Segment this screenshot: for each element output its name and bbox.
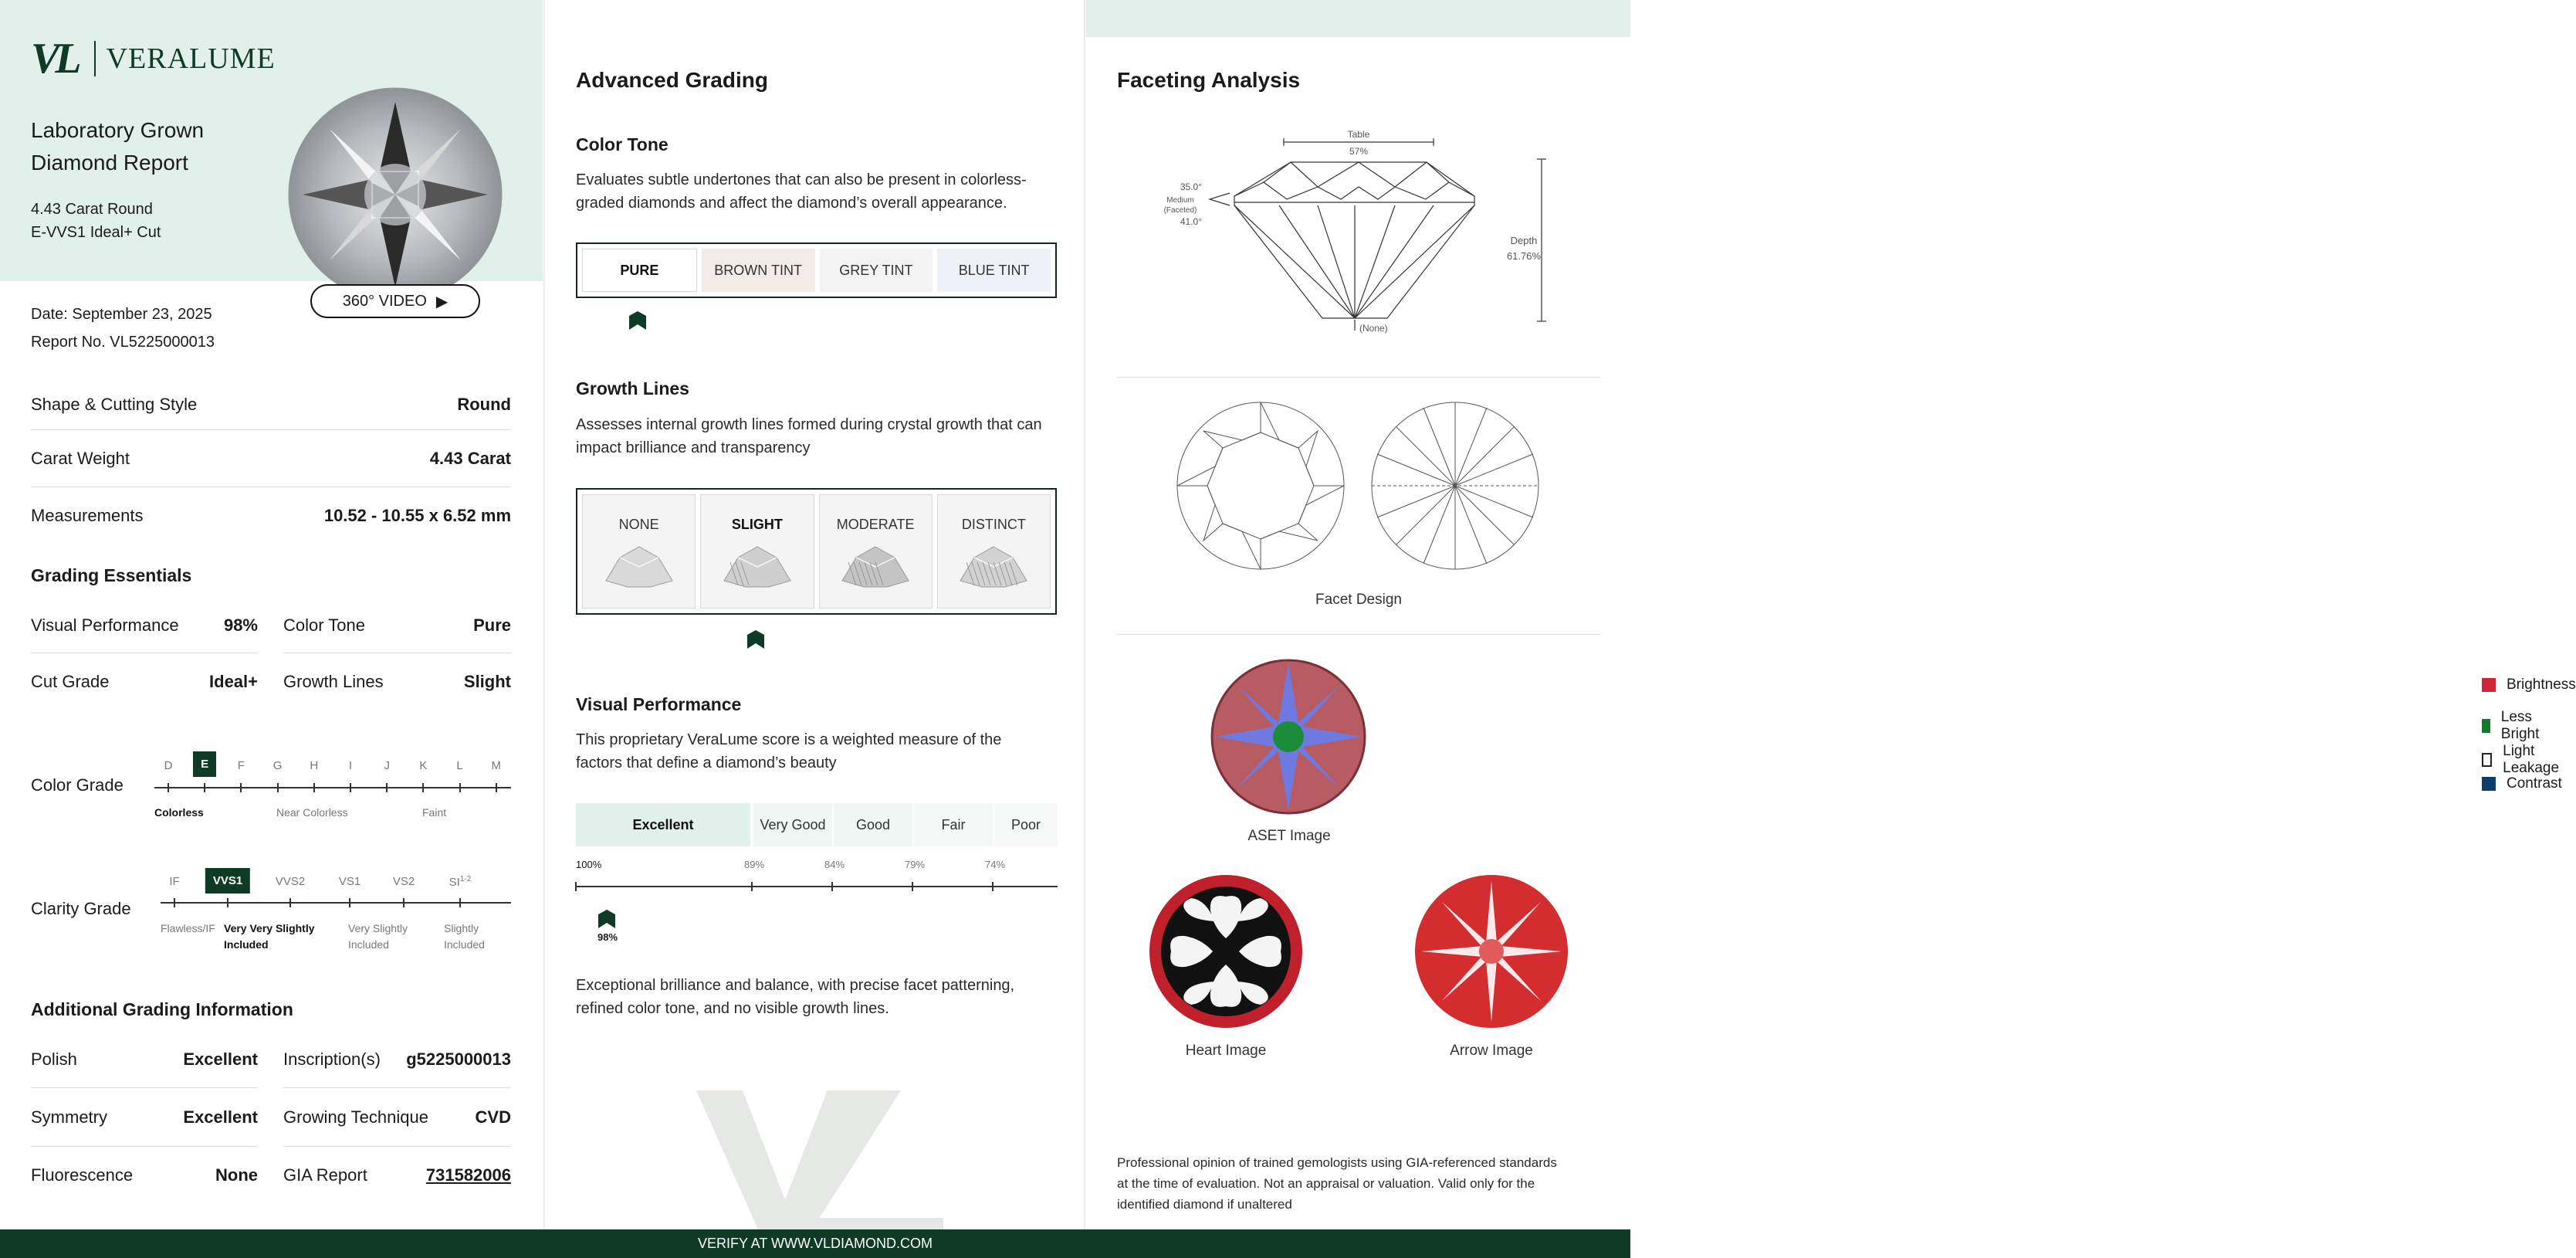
faceting-header-band xyxy=(1086,0,1630,37)
watermark-logo-icon xyxy=(696,1090,943,1229)
disclaimer: Professional opinion of trained gemologists using GIA-referenced standards at the time of evaluation. Not an appraisal or valuation. Valid only for the identified diamond if unaltered xyxy=(1117,1155,1557,1212)
clarity-group-vs: Very Slightly Included xyxy=(348,922,408,951)
arrow-image xyxy=(1413,873,1569,1029)
verify-link[interactable]: VERIFY AT WWW.VLDIAMOND.COM xyxy=(697,1236,933,1251)
report-title: Laboratory Grown Diamond Report xyxy=(31,118,205,175)
contrast-swatch xyxy=(2482,777,2496,791)
crown-angle: 35.0° xyxy=(1180,181,1202,192)
growth-lines-option-none xyxy=(582,494,696,609)
brightness-swatch xyxy=(2482,678,2496,692)
color-grade-f: F xyxy=(237,759,245,772)
light-leakage-swatch xyxy=(2482,753,2492,767)
growth-lines-desc: Assesses internal growth lines formed during crystal growth that can impact brilliance and transparency xyxy=(576,416,1042,456)
vp-band-poor: Poor xyxy=(994,803,1058,846)
vp-band-excellent: Excellent xyxy=(576,803,750,846)
rough-diamond-icon xyxy=(841,544,910,588)
report-subtitle: 4.43 Carat Round E-VVS1 Ideal+ Cut xyxy=(31,201,161,241)
spec-row-shape: Shape & Cutting Style Round xyxy=(31,380,511,430)
color-grade-tick xyxy=(386,783,388,792)
advanced-grading-column xyxy=(543,0,1085,1229)
rough-diamond-icon xyxy=(604,544,674,588)
diamond-profile-diagram xyxy=(1163,128,1565,337)
facet-design-pavilion-icon xyxy=(1369,400,1541,571)
vp-tick xyxy=(575,882,577,891)
vp-threshold: 100% xyxy=(576,859,602,870)
report-number: Report No. VL5225000013 xyxy=(31,334,215,351)
clarity-grade-vvs1: VVS1 xyxy=(205,868,250,893)
essential-growth-lines: Growth Lines Slight xyxy=(283,672,511,691)
color-grade-tick xyxy=(204,783,205,792)
additional-inscription: Inscription(s) g5225000013 xyxy=(283,1032,511,1088)
growth-lines-option-moderate xyxy=(819,494,933,609)
verify-footer xyxy=(0,1229,1630,1258)
clarity-grade-vvs2: VVS2 xyxy=(275,875,306,888)
visual-performance-pointer-icon xyxy=(598,910,615,928)
aset-caption: ASET Image xyxy=(1247,828,1331,844)
essential-color-tone: Color Tone Pure xyxy=(283,598,511,653)
clarity-grade-si: SI$^{1-2}$ xyxy=(449,875,472,889)
brand-logo xyxy=(31,34,276,83)
additional-info-title: Additional Grading Information xyxy=(31,999,293,1019)
color-tone-option-pure: PURE xyxy=(582,249,697,292)
color-grade-tick xyxy=(422,783,424,792)
heart-image xyxy=(1148,873,1304,1029)
color-grade-tick xyxy=(277,783,279,792)
additional-growing-technique: Growing Technique CVD xyxy=(283,1088,511,1147)
color-grade-m: M xyxy=(491,759,502,772)
vp-threshold: 84% xyxy=(824,859,845,870)
vp-band-very-good: Very Good xyxy=(753,803,832,846)
legend-brightness: Brightness xyxy=(2482,676,2576,693)
culet-label: (None) xyxy=(1359,323,1388,334)
clarity-grade-tick xyxy=(349,898,350,907)
girdle-label: Medium xyxy=(1166,196,1194,205)
color-tone-title: Color Tone xyxy=(576,134,669,154)
growth-lines-option-slight xyxy=(700,494,814,609)
less-bright-swatch xyxy=(2482,719,2490,733)
growth-lines-option-label: SLIGHT xyxy=(731,517,783,532)
table-label: Table xyxy=(1347,129,1370,140)
color-grade-tick xyxy=(168,783,169,792)
color-grade-l: L xyxy=(456,759,463,772)
color-grade-d: D xyxy=(164,759,173,772)
vp-band-fair: Fair xyxy=(914,803,993,846)
growth-lines-pointer-icon xyxy=(747,630,764,649)
essential-cut-grade: Cut Grade Ideal+ xyxy=(31,672,258,691)
video-360-button[interactable]: 360° VIDEO ▶ xyxy=(310,284,480,318)
rough-diamond-icon xyxy=(959,544,1028,588)
aset-image xyxy=(1210,659,1366,815)
vp-tick xyxy=(912,882,913,891)
logo-mark: VL xyxy=(31,35,77,83)
vp-threshold: 89% xyxy=(744,859,765,870)
depth-label: Depth xyxy=(1510,235,1538,246)
color-grade-axis xyxy=(154,787,511,788)
color-grade-j: J xyxy=(384,759,390,772)
advanced-grading-title: Advanced Grading xyxy=(576,68,768,92)
vp-tick xyxy=(831,882,833,891)
color-tone-scale xyxy=(576,242,1057,298)
color-tone-desc: Evaluates subtle undertones that can also be present in colorless- graded diamonds and affect the diamond’s overall appearance. xyxy=(576,171,1027,212)
color-grade-tick xyxy=(313,783,315,792)
clarity-grade-tick xyxy=(174,898,175,907)
girdle-faceted: (Faceted) xyxy=(1163,206,1197,215)
diamond-photo xyxy=(287,86,503,303)
additional-fluorescence: Fluorescence None xyxy=(31,1165,258,1185)
color-grade-label: Color Grade xyxy=(31,775,124,795)
report-summary-column xyxy=(0,0,543,1229)
rough-diamond-icon xyxy=(723,544,792,588)
color-grade-tick xyxy=(459,783,461,792)
report-date: Date: September 23, 2025 xyxy=(31,306,212,323)
color-group-near-colorless: Near Colorless xyxy=(276,806,348,819)
legend-light-leakage: Light Leakage xyxy=(2482,743,2563,777)
clarity-grade-label: Clarity Grade xyxy=(31,899,131,918)
visual-performance-axis xyxy=(576,886,1058,887)
vp-band-good: Good xyxy=(834,803,912,846)
growth-lines-option-distinct xyxy=(937,494,1051,609)
vp-tick xyxy=(751,882,753,891)
additional-gia-report: GIA Report 731582006 xyxy=(283,1165,511,1185)
clarity-grade-vs1: VS1 xyxy=(338,875,361,888)
spec-row-measurements: Measurements 10.52 - 10.55 x 6.52 mm xyxy=(31,506,511,525)
color-tone-option-blue-tint: BLUE TINT xyxy=(937,249,1051,292)
spec-row-carat: Carat Weight 4.43 Carat xyxy=(31,430,511,487)
pavilion-angle: 41.0° xyxy=(1180,216,1202,227)
color-grade-e: E xyxy=(193,751,216,777)
clarity-group-vvs: Very Very Slightly Included xyxy=(224,922,315,951)
color-grade-g: G xyxy=(272,759,283,772)
divider xyxy=(1117,634,1600,635)
growth-lines-option-label: NONE xyxy=(618,517,659,532)
facet-design-crown-icon xyxy=(1175,400,1346,571)
color-grade-k: K xyxy=(419,759,428,772)
depth-value: 61.76% xyxy=(1506,250,1542,262)
vp-tick xyxy=(992,882,994,891)
clarity-group-flawless: Flawless/IF xyxy=(161,922,215,934)
faceting-analysis-column xyxy=(1086,0,2576,1229)
clarity-grade-tick xyxy=(459,898,461,907)
table-value: 57% xyxy=(1349,146,1369,157)
brand-name: VERALUME xyxy=(106,42,276,75)
color-grade-tick xyxy=(496,783,497,792)
legend-contrast: Contrast xyxy=(2482,775,2562,792)
arrow-caption: Arrow Image xyxy=(1450,1043,1533,1059)
color-tone-pointer-icon xyxy=(629,311,646,330)
legend-less-bright: Less Bright xyxy=(2482,709,2545,743)
color-group-faint: Faint xyxy=(422,806,447,819)
growth-lines-scale xyxy=(576,488,1057,615)
heart-caption: Heart Image xyxy=(1185,1043,1267,1059)
color-grade-i: I xyxy=(348,759,353,772)
clarity-grade-tick xyxy=(403,898,405,907)
color-group-colorless: Colorless xyxy=(154,806,204,819)
color-grade-tick xyxy=(240,783,242,792)
visual-performance-summary: Exceptional brilliance and balance, with precise facet patterning, refined color tone, and no visible growth lines. xyxy=(576,977,1015,1017)
color-tone-option-brown-tint: BROWN TINT xyxy=(702,249,815,292)
growth-lines-option-label: MODERATE xyxy=(836,517,915,532)
logo-divider xyxy=(94,41,96,76)
color-tone-option-grey-tint: GREY TINT xyxy=(820,249,933,292)
gia-report-link[interactable]: 731582006 xyxy=(425,1165,511,1185)
growth-lines-title: Growth Lines xyxy=(576,378,689,398)
faceting-analysis-title: Faceting Analysis xyxy=(1117,68,1301,92)
play-icon: ▶ xyxy=(435,293,449,310)
clarity-grade-if: IF xyxy=(169,875,180,888)
clarity-grade-axis xyxy=(161,902,511,904)
essential-visual-performance: Visual Performance 98% xyxy=(31,598,258,653)
growth-lines-option-label: DISTINCT xyxy=(961,517,1026,532)
color-grade-tick xyxy=(350,783,351,792)
vp-threshold: 79% xyxy=(905,859,926,870)
visual-performance-desc: This proprietary VeraLume score is a weighted measure of the factors that define a diamond’s beauty xyxy=(576,731,1002,771)
clarity-grade-tick xyxy=(227,898,228,907)
visual-performance-title: Visual Performance xyxy=(576,694,742,714)
clarity-grade-vs2: VS2 xyxy=(392,875,415,888)
clarity-group-si: Slightly Included xyxy=(444,922,485,951)
vp-threshold: 74% xyxy=(985,859,1006,870)
divider xyxy=(1117,377,1600,378)
facet-design-caption: Facet Design xyxy=(1315,592,1402,608)
grading-essentials-title: Grading Essentials xyxy=(31,565,192,585)
color-grade-h: H xyxy=(310,759,319,772)
additional-polish: Polish Excellent xyxy=(31,1032,258,1088)
visual-performance-score: 98% xyxy=(597,931,618,943)
clarity-grade-tick xyxy=(289,898,291,907)
additional-symmetry: Symmetry Excellent xyxy=(31,1088,258,1147)
